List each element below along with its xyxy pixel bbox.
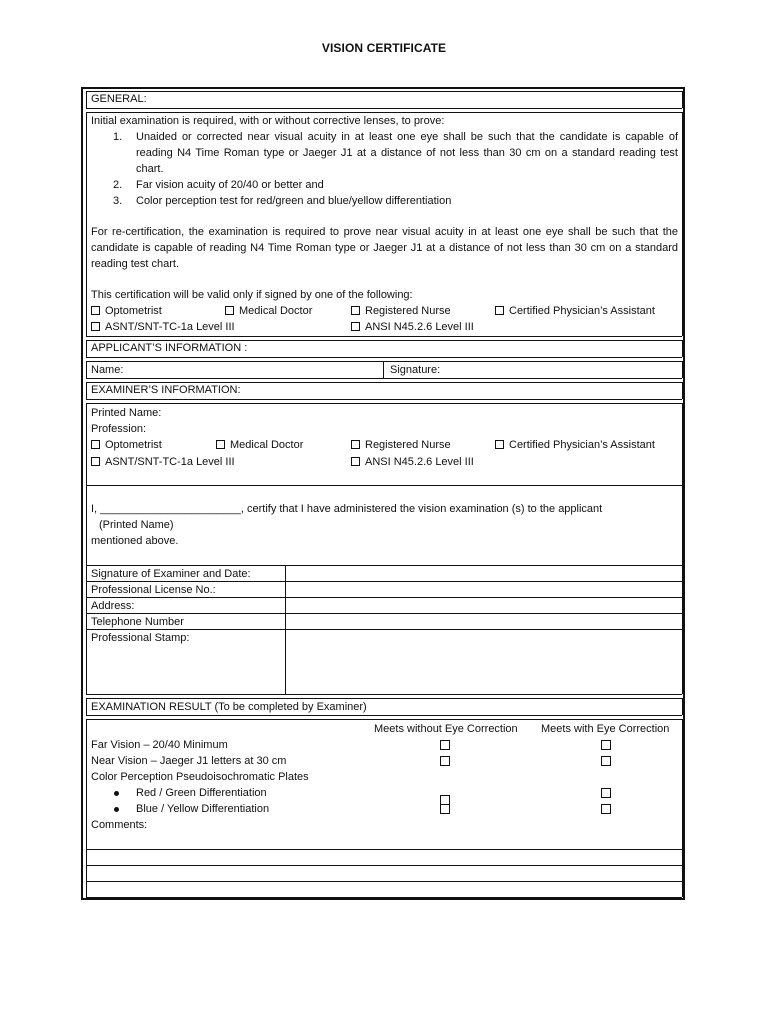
profession-label: Profession: (91, 423, 147, 435)
color-perception-label: Color Perception Pseudoisochromatic Plates (91, 771, 309, 783)
page-title: VISION CERTIFICATE (321, 41, 447, 55)
near-vision-label: Near Vision – Jaeger J1 letters at 30 cm (91, 755, 287, 767)
profession-medical-doctor[interactable]: Medical Doctor (216, 437, 303, 453)
near-vision-without-checkbox[interactable] (440, 756, 450, 766)
checkbox-icon[interactable] (351, 440, 360, 449)
printed-name-caption: (Printed Name) (99, 519, 174, 531)
signature-date-label: Signature of Examiner and Date: (91, 568, 251, 580)
applicant-name-label: Name: (91, 364, 124, 376)
column-with-correction: Meets with Eye Correction (541, 723, 670, 735)
blue-yellow-without-checkbox[interactable] (440, 804, 450, 814)
bullet-icon (114, 791, 119, 796)
address-label: Address: (91, 600, 135, 612)
checkbox-icon[interactable] (216, 440, 225, 449)
item-number: 1. (113, 131, 123, 143)
checkbox-icon[interactable] (351, 457, 360, 466)
general-item: Far vision acuity of 20/40 or better and (136, 179, 324, 191)
blue-yellow-with-checkbox[interactable] (601, 804, 611, 814)
comments-label: Comments: (91, 819, 148, 831)
column-without-correction: Meets without Eye Correction (374, 723, 518, 735)
recertification-text: For re-certification, the examination is required to prove near visual acuity in at least one eye shall be such that the candidate is capable of reading N4 Time Roman type or Jaeger J1 at a distance of not less than 30 cm on a standard reading test chart. (91, 226, 678, 270)
far-vision-without-checkbox[interactable] (440, 740, 450, 750)
profession-registered-nurse[interactable]: Registered Nurse (351, 437, 451, 453)
checkbox-icon[interactable] (91, 306, 100, 315)
item-number: 2. (113, 179, 123, 191)
profession-physician-assistant[interactable]: Certified Physician’s Assistant (495, 437, 655, 453)
applicant-signature-field[interactable] (448, 362, 678, 378)
checkbox-icon[interactable] (495, 440, 504, 449)
professional-stamp-field[interactable] (286, 630, 681, 693)
item-number: 3. (113, 195, 123, 207)
comment-line[interactable] (87, 882, 681, 897)
applicant-name-field[interactable] (130, 362, 380, 378)
checkbox-icon[interactable] (225, 306, 234, 315)
checkbox-icon[interactable] (91, 457, 100, 466)
professional-stamp-label: Professional Stamp: (91, 632, 190, 644)
checkbox-icon[interactable] (495, 306, 504, 315)
option-optometrist[interactable]: Optometrist (91, 303, 162, 319)
applicant-signature-label: Signature: (390, 364, 441, 376)
exam-result-header: EXAMINATION RESULT (To be completed by Examiner) (91, 701, 367, 713)
checkbox-icon[interactable] (91, 322, 100, 331)
checkbox-icon[interactable] (351, 306, 360, 315)
license-number-label: Professional License No.: (91, 584, 216, 596)
telephone-label: Telephone Number (91, 616, 184, 628)
far-vision-with-checkbox[interactable] (601, 740, 611, 750)
profession-asnt[interactable]: ASNT/SNT-TC-1a Level III (91, 454, 235, 470)
checkbox-icon[interactable] (351, 322, 360, 331)
address-field[interactable] (286, 598, 681, 613)
red-green-label: Red / Green Differentiation (136, 787, 267, 799)
applicant-header: APPLICANT’S INFORMATION : (91, 342, 248, 354)
comment-line[interactable] (87, 850, 681, 865)
general-intro: Initial examination is required, with or without corrective lenses, to prove: (91, 115, 445, 127)
general-header: GENERAL: (91, 93, 147, 105)
option-ansi[interactable]: ANSI N45.2.6 Level III (351, 319, 474, 335)
profession-ansi[interactable]: ANSI N45.2.6 Level III (351, 454, 474, 470)
option-medical-doctor[interactable]: Medical Doctor (225, 303, 312, 319)
license-number-field[interactable] (286, 582, 681, 597)
signature-date-field[interactable] (286, 566, 681, 581)
checkbox-icon[interactable] (91, 440, 100, 449)
near-vision-with-checkbox[interactable] (601, 756, 611, 766)
far-vision-label: Far Vision – 20/40 Minimum (91, 739, 228, 751)
option-physician-assistant[interactable]: Certified Physician’s Assistant (495, 303, 655, 319)
comment-line[interactable] (87, 866, 681, 881)
red-green-with-checkbox[interactable] (601, 788, 611, 798)
mentioned-above-text: mentioned above. (91, 535, 179, 547)
validity-note: This certification will be valid only if signed by one of the following: (91, 289, 413, 301)
certify-statement: I, _______________________, certify that I have administered the vision examination (s) to the applicant (91, 503, 603, 515)
telephone-field[interactable] (286, 614, 681, 629)
examiner-header: EXAMINER’S INFORMATION: (91, 384, 241, 396)
blue-yellow-label: Blue / Yellow Differentiation (136, 803, 270, 815)
option-asnt[interactable]: ASNT/SNT-TC-1a Level III (91, 319, 235, 335)
printed-name-label: Printed Name: (91, 407, 162, 419)
option-registered-nurse[interactable]: Registered Nurse (351, 303, 451, 319)
bullet-icon (114, 807, 119, 812)
printed-name-field[interactable] (170, 405, 670, 421)
general-item: Color perception test for red/green and blue/yellow differentiation (136, 195, 452, 207)
general-item: Unaided or corrected near visual acuity in at least one eye shall be such that the candidate is capable of reading N4 Time Roman type or Jaeger J1 at a distance of not less than 30 cm on a standard reading test chart. (136, 131, 678, 175)
profession-optometrist[interactable]: Optometrist (91, 437, 162, 453)
